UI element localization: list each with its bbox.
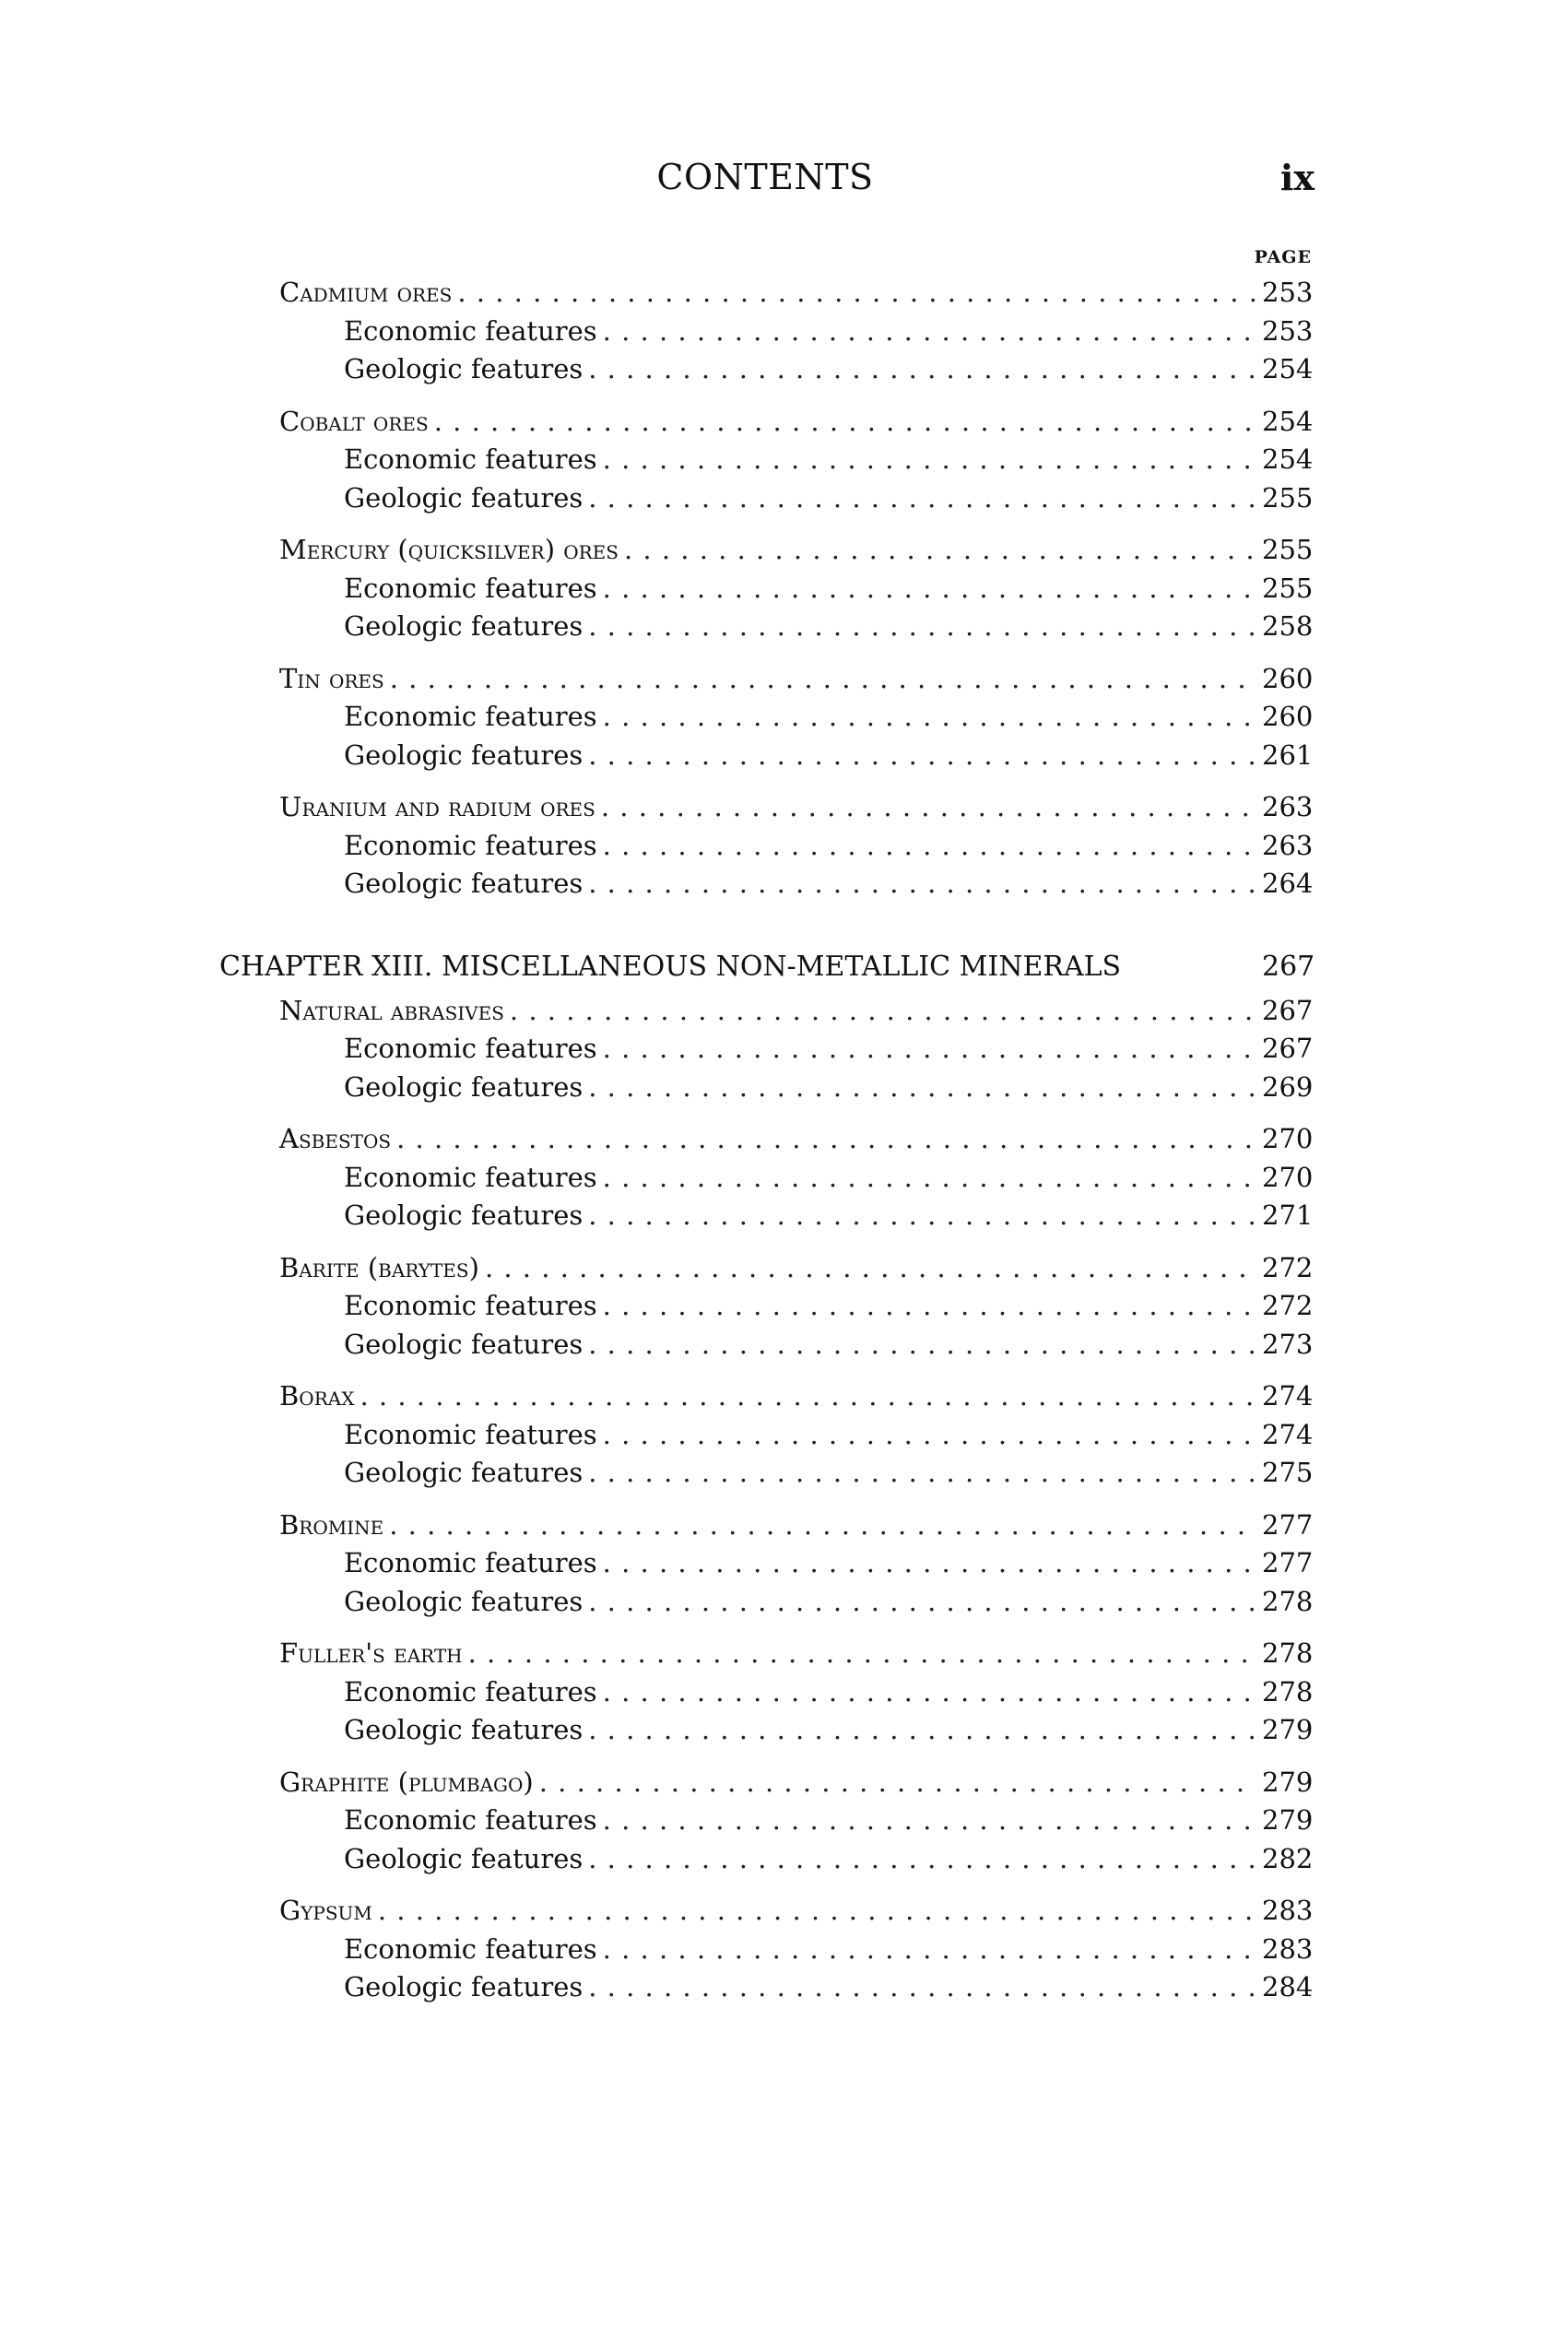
page-number: ix bbox=[1279, 157, 1315, 198]
entry-label: Economic features bbox=[344, 1290, 597, 1321]
entry-label: Cadmium ores bbox=[279, 277, 453, 308]
entry-label: Geologic features bbox=[344, 1070, 584, 1103]
toc-entry[interactable] bbox=[219, 1766, 1312, 1805]
toc-subentry[interactable] bbox=[219, 482, 1312, 521]
toc-subentry[interactable] bbox=[219, 610, 1312, 649]
entry-label: Economic features bbox=[344, 829, 597, 861]
dot-leader bbox=[603, 1547, 1256, 1578]
toc-entry[interactable] bbox=[219, 791, 1312, 830]
toc-group bbox=[219, 995, 1312, 1110]
entry-label: Geologic features bbox=[344, 738, 584, 771]
toc-group bbox=[219, 1252, 1312, 1367]
entry-page: 270 bbox=[1262, 1161, 1314, 1193]
toc-subentry[interactable] bbox=[219, 1329, 1312, 1367]
toc-group bbox=[219, 1380, 1312, 1495]
toc-subentry[interactable] bbox=[219, 1162, 1312, 1200]
entry-label: Geologic features bbox=[344, 1971, 584, 2002]
dot-leader bbox=[588, 1586, 1256, 1617]
entry-label: Fuller's earth bbox=[279, 1637, 463, 1669]
entry-label: Economic features bbox=[344, 1418, 597, 1450]
entry-page: 255 bbox=[1262, 572, 1314, 604]
entry-page: 270 bbox=[1262, 1123, 1314, 1154]
entry-page: 263 bbox=[1262, 829, 1314, 861]
entry-page: 269 bbox=[1262, 1070, 1314, 1103]
entry-page: 260 bbox=[1262, 662, 1314, 694]
toc-entry[interactable] bbox=[219, 663, 1312, 702]
entry-label: Geologic features bbox=[344, 1457, 584, 1488]
dot-leader bbox=[390, 663, 1256, 694]
chapter-heading[interactable] bbox=[219, 950, 1315, 995]
dot-leader bbox=[588, 739, 1256, 771]
entry-label: Cobalt ores bbox=[279, 405, 429, 437]
entry-page: 277 bbox=[1262, 1508, 1314, 1541]
dot-leader bbox=[588, 1071, 1256, 1103]
dot-leader bbox=[510, 995, 1256, 1026]
entry-label: Barite (barytes) bbox=[279, 1251, 479, 1283]
entry-label: Economic features bbox=[344, 1547, 597, 1578]
toc-subentry[interactable] bbox=[219, 1071, 1312, 1110]
entry-page: 274 bbox=[1262, 1418, 1314, 1450]
toc-group bbox=[219, 277, 1312, 392]
entry-label: Economic features bbox=[344, 701, 597, 732]
dot-leader bbox=[457, 277, 1256, 308]
toc-subentry[interactable] bbox=[219, 1804, 1312, 1843]
entry-label: Economic features bbox=[344, 1033, 597, 1064]
entry-page: 279 bbox=[1262, 1714, 1314, 1745]
entry-page: 275 bbox=[1262, 1457, 1314, 1488]
entry-label: Natural abrasives bbox=[279, 994, 504, 1026]
dot-leader bbox=[485, 1252, 1256, 1283]
entry-label: Geologic features bbox=[344, 610, 584, 642]
entry-page: 271 bbox=[1262, 1199, 1314, 1231]
toc-entry[interactable] bbox=[219, 1509, 1312, 1548]
toc-entry[interactable] bbox=[219, 277, 1312, 315]
entry-label: Economic features bbox=[344, 1932, 597, 1965]
dot-leader bbox=[588, 1199, 1256, 1231]
toc-subentry[interactable] bbox=[219, 573, 1312, 611]
toc-entry[interactable] bbox=[219, 1252, 1312, 1291]
entry-page: 254 bbox=[1262, 443, 1314, 475]
chapter-page: 267 bbox=[1262, 950, 1315, 983]
toc-subentry[interactable] bbox=[219, 1033, 1312, 1071]
entry-page: 264 bbox=[1262, 868, 1314, 899]
entry-page: 274 bbox=[1262, 1380, 1314, 1412]
dot-leader bbox=[603, 1804, 1256, 1836]
page-column-label: PAGE bbox=[1254, 247, 1312, 267]
entry-label: Geologic features bbox=[344, 1199, 584, 1231]
dot-leader bbox=[434, 406, 1256, 437]
entry-page: 279 bbox=[1262, 1766, 1314, 1798]
dot-leader bbox=[603, 1419, 1256, 1450]
dot-leader bbox=[378, 1895, 1256, 1926]
entry-label: Geologic features bbox=[344, 1585, 584, 1617]
toc-section-after bbox=[219, 995, 1312, 2010]
dot-leader bbox=[588, 610, 1256, 642]
dot-leader bbox=[396, 1123, 1256, 1154]
dot-leader bbox=[588, 482, 1256, 514]
dot-leader bbox=[603, 573, 1256, 604]
dot-leader bbox=[603, 1933, 1256, 1965]
entry-page: 254 bbox=[1262, 405, 1314, 437]
entry-label: Asbestos bbox=[279, 1123, 392, 1154]
dot-leader bbox=[539, 1766, 1256, 1798]
entry-page: 278 bbox=[1262, 1675, 1314, 1707]
dot-leader bbox=[603, 1676, 1256, 1707]
entry-page: 253 bbox=[1262, 314, 1314, 347]
chapter-title: CHAPTER XIII. MISCELLANEOUS NON-METALLIC MINERALS bbox=[219, 950, 1122, 983]
entry-label: Economic features bbox=[344, 314, 597, 347]
toc-entry[interactable] bbox=[219, 406, 1312, 444]
toc-entry[interactable] bbox=[219, 1895, 1312, 1933]
entry-label: Mercury (quicksilver) ores bbox=[279, 534, 619, 565]
toc-group bbox=[219, 663, 1312, 778]
toc-entry[interactable] bbox=[219, 1637, 1312, 1676]
entry-page: 277 bbox=[1262, 1547, 1314, 1578]
toc-group bbox=[219, 1766, 1312, 1882]
entry-page: 283 bbox=[1262, 1895, 1314, 1926]
entry-page: 263 bbox=[1262, 791, 1314, 822]
entry-label: Geologic features bbox=[344, 1714, 584, 1745]
toc-group bbox=[219, 534, 1312, 649]
entry-page: 283 bbox=[1262, 1932, 1314, 1965]
toc-subentry[interactable] bbox=[219, 443, 1312, 482]
dot-leader bbox=[588, 1714, 1256, 1745]
toc-subentry[interactable] bbox=[219, 868, 1312, 906]
dot-leader bbox=[603, 1290, 1256, 1321]
toc-subentry[interactable] bbox=[219, 353, 1312, 392]
entry-page: 279 bbox=[1262, 1804, 1314, 1836]
entry-label: Economic features bbox=[344, 1675, 597, 1707]
toc-subentry[interactable] bbox=[219, 739, 1312, 778]
entry-page: 278 bbox=[1262, 1637, 1314, 1669]
entry-page: 261 bbox=[1262, 738, 1314, 771]
toc-subentry[interactable] bbox=[219, 1714, 1312, 1753]
toc-subentry[interactable] bbox=[219, 1586, 1312, 1624]
entry-label: Geologic features bbox=[344, 353, 584, 384]
entry-page: 282 bbox=[1262, 1842, 1314, 1874]
entry-page: 258 bbox=[1262, 610, 1314, 642]
entry-page: 284 bbox=[1262, 1971, 1314, 2002]
dot-leader bbox=[588, 353, 1256, 384]
toc-subentry[interactable] bbox=[219, 1933, 1312, 1972]
entry-label: Geologic features bbox=[344, 481, 584, 514]
dot-leader bbox=[588, 1457, 1256, 1488]
entry-page: 254 bbox=[1262, 353, 1314, 384]
entry-page: 253 bbox=[1262, 277, 1314, 308]
toc-subentry[interactable] bbox=[219, 830, 1312, 868]
toc-group bbox=[219, 1637, 1312, 1753]
entry-label: Borax bbox=[279, 1380, 355, 1412]
toc-group bbox=[219, 791, 1312, 906]
dot-leader bbox=[603, 315, 1256, 347]
toc-subentry[interactable] bbox=[219, 315, 1312, 354]
page-title: CONTENTS bbox=[656, 157, 874, 197]
entry-label: Gypsum bbox=[279, 1895, 372, 1926]
dot-leader bbox=[603, 1033, 1256, 1064]
toc-subentry[interactable] bbox=[219, 1290, 1312, 1329]
entry-page: 278 bbox=[1262, 1585, 1314, 1617]
dot-leader bbox=[389, 1509, 1256, 1541]
dot-leader bbox=[468, 1637, 1256, 1669]
entry-label: Graphite (plumbago) bbox=[279, 1766, 534, 1798]
dot-leader bbox=[588, 1971, 1256, 2002]
dot-leader bbox=[624, 534, 1256, 565]
entry-page: 267 bbox=[1262, 1033, 1314, 1064]
toc-group bbox=[219, 406, 1312, 521]
toc-entry[interactable] bbox=[219, 534, 1312, 573]
dot-leader bbox=[601, 791, 1256, 822]
entry-page: 267 bbox=[1262, 994, 1314, 1026]
entry-page: 255 bbox=[1262, 481, 1314, 514]
toc-subentry[interactable] bbox=[219, 1547, 1312, 1586]
toc-group bbox=[219, 1509, 1312, 1624]
entry-page: 272 bbox=[1262, 1251, 1314, 1283]
entry-label: Geologic features bbox=[344, 1328, 584, 1360]
toc-subentry[interactable] bbox=[219, 701, 1312, 739]
entry-label: Uranium and radium ores bbox=[279, 791, 595, 822]
dot-leader bbox=[588, 1329, 1256, 1360]
dot-leader bbox=[588, 868, 1256, 899]
entry-label: Economic features bbox=[344, 1161, 597, 1193]
toc-entry[interactable] bbox=[219, 1123, 1312, 1162]
table-of-contents bbox=[219, 277, 1315, 2010]
toc-section-before bbox=[219, 277, 1312, 906]
entry-label: Economic features bbox=[344, 443, 597, 475]
toc-subentry[interactable] bbox=[219, 1199, 1312, 1238]
toc-group bbox=[219, 1123, 1312, 1238]
dot-leader bbox=[603, 443, 1256, 475]
toc-entry[interactable] bbox=[219, 1380, 1312, 1419]
dot-leader bbox=[588, 1843, 1256, 1874]
toc-subentry[interactable] bbox=[219, 1419, 1312, 1458]
dot-leader bbox=[603, 701, 1256, 732]
toc-subentry[interactable] bbox=[219, 1457, 1312, 1495]
entry-page: 272 bbox=[1262, 1290, 1314, 1321]
toc-subentry[interactable] bbox=[219, 1676, 1312, 1715]
toc-group bbox=[219, 1895, 1312, 2010]
dot-leader bbox=[360, 1380, 1256, 1412]
dot-leader bbox=[603, 830, 1256, 861]
dot-leader bbox=[603, 1162, 1256, 1193]
entry-page: 255 bbox=[1262, 534, 1314, 565]
entry-label: Tin ores bbox=[279, 662, 384, 694]
entry-label: Economic features bbox=[344, 1804, 597, 1836]
entry-label: Bromine bbox=[279, 1508, 384, 1541]
entry-page: 273 bbox=[1262, 1328, 1314, 1360]
toc-entry[interactable] bbox=[219, 995, 1312, 1034]
toc-subentry[interactable] bbox=[219, 1843, 1312, 1882]
toc-subentry[interactable] bbox=[219, 1971, 1312, 2010]
entry-label: Geologic features bbox=[344, 868, 584, 899]
entry-page: 260 bbox=[1262, 701, 1314, 732]
entry-label: Geologic features bbox=[344, 1842, 584, 1874]
entry-label: Economic features bbox=[344, 572, 597, 604]
